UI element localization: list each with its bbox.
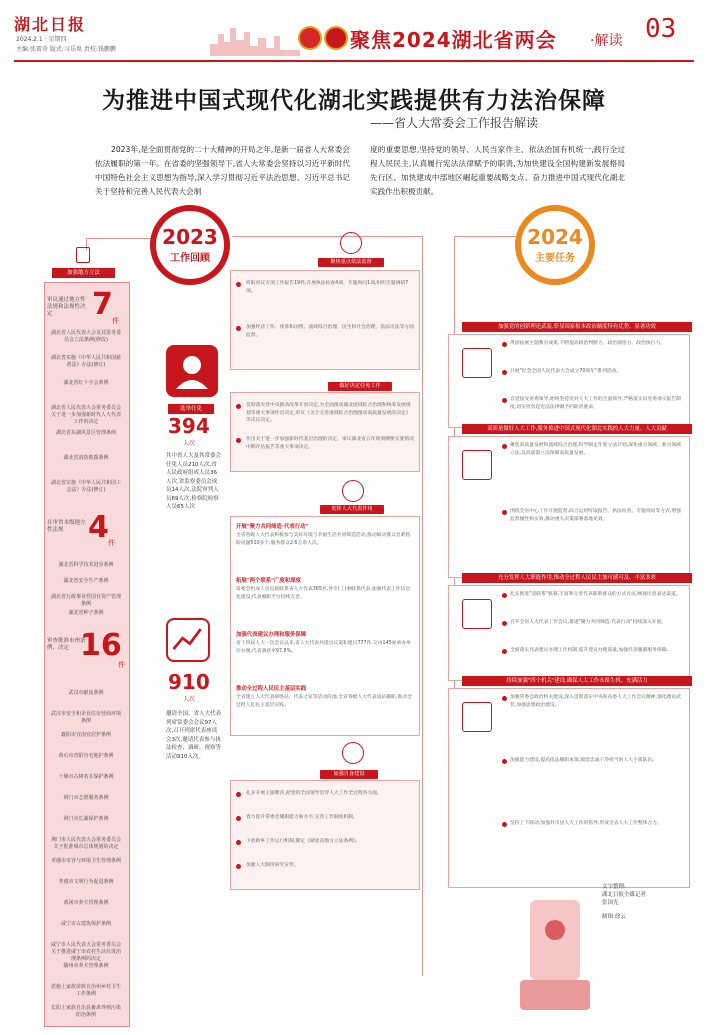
bullet-dot <box>502 759 507 764</box>
badge-year: 2023 <box>162 225 218 249</box>
panel-item: 贯彻落实党中央推动改革开放决定,为全面推动湖北流域综合治理和统筹发展规划等重大事项作出决定,审议《关于完善流域综合治理推动高质量发展的决定》等决议决定。 <box>246 403 411 423</box>
list-item: 咸宁市人民代表大会常务委员会关于推进咸宁市农村生活垃圾治理条例的决定 <box>50 942 121 962</box>
sub-heading: 加强代表建议办理和服务保障 <box>236 632 307 638</box>
bullet-dot <box>236 438 241 443</box>
stat-unit: 人次 <box>183 440 196 447</box>
connector-line <box>422 236 423 976</box>
section-banner <box>210 14 640 60</box>
page-number: 03 <box>645 14 677 44</box>
sub-text: 全省建立人大代表联络站、代表之家等活动阵地,全省各级人大代表进站履职,推动全过程人民民主基层实践。 <box>236 695 412 708</box>
bullet-dot <box>236 816 241 821</box>
list-item: 湖北省行政事业性国有资产管理条例 <box>50 594 121 607</box>
newspaper-logo: 湖北日报 <box>14 15 87 34</box>
bullet-dot <box>502 510 507 515</box>
stat-tag-appointments: 选举任免 <box>168 404 214 414</box>
document-icon <box>462 348 492 378</box>
task-item: 自觉接受省委领导,始终坚持党对人大工作的全面领导,严格落实向党委请示报告制度,切实担负起宪法法律赋予的职责使命。 <box>510 397 681 410</box>
bullet-dot <box>502 370 507 375</box>
bullet-dot <box>236 326 241 331</box>
list-item: 湖北省人民代表大会常务委员会关于进一步加强新时代人大代表工作的决定 <box>50 405 121 425</box>
bullet-dot <box>502 342 507 347</box>
list-item: 恩施土家族苗族自治州乡村卫生工作条例 <box>50 984 121 997</box>
list-item: 荆门市长湖保护条例 <box>63 816 109 822</box>
stat-delegates: 910 <box>168 670 210 694</box>
bullet-dot <box>236 792 241 797</box>
count-unit: 件 <box>112 317 119 325</box>
stat-unit: 人次 <box>183 696 196 703</box>
badge-caption: 工作回顾 <box>170 253 210 264</box>
skyline-icon <box>210 20 300 56</box>
credits <box>602 883 646 921</box>
bullet-dot <box>502 822 507 827</box>
personnel-icon <box>166 345 218 397</box>
subheadline: ——省人大常委会工作报告解读 <box>369 116 538 130</box>
search-icon <box>340 232 362 254</box>
bullet-dot <box>502 398 507 403</box>
badge-caption: 主要任务 <box>535 253 575 264</box>
badge-icon <box>342 742 364 764</box>
panel-item: 作出关于进一步加强新时代基层治理的决定、审议湖北省五年规划纲要实施情况中期评估报告等重大事项决定。 <box>246 437 414 450</box>
intro-paragraph-right: 度的重要思想,坚持党的领导、人民当家作主、依法治国有机统一,践行全过程人民民主,认真履行宪法法律赋予的职责,为加快建设全国构建新发展格局先行区、加快建成中部地区崛起重要战略支点、奋力推进中国式现代化湖北实践作出积极贡献。 <box>370 145 625 196</box>
headline: 为推进中国式现代化湖北实践提供有力法治保障 <box>102 88 606 114</box>
connector-line <box>454 236 516 237</box>
panel-item: 着力提升常委会履职能力和水平,完善工作制度机制。 <box>246 815 358 820</box>
badge-2024-tasks <box>515 205 595 285</box>
section-tag-decisions: 做好决定任免工作 <box>328 382 392 391</box>
list-item: 荆门市人民代表大会常务委员会关于批准城市总体规划的决定 <box>50 837 121 850</box>
sub-text: 全省各级人大代表积极参与美好环境与幸福生活共同缔造活动,推动解决群众急难愁盼问题510多个,服务群众2.6万余人次。 <box>236 533 411 546</box>
national-emblem-icon <box>298 26 322 50</box>
list-item: 湖北省红十字会条例 <box>63 380 109 386</box>
list-item: 黄石市青阳宫宅地护条例 <box>58 753 114 759</box>
list-item: 黄冈市养犬管理条例 <box>63 900 109 906</box>
task-item: 聚焦高质量发展和流域综合治理,科学制定年度立法计划,深化重点领域、新兴领域立法,以高质量立法保障高质量发展。 <box>510 443 681 456</box>
sub-heading: 开展"聚力共同缔造·代表行动" <box>236 524 309 530</box>
credit-line: 制图:徐云 <box>602 914 626 920</box>
list-item: 咸宁市古建筑保护条例 <box>60 921 111 927</box>
list-item: 孝感市市容与环境卫生管理条例 <box>50 858 121 864</box>
list-item: 十堰市古树名木保护条例 <box>58 774 114 780</box>
bullet-dot <box>502 593 507 598</box>
count-label-pending: 在审省本级地方性法规 <box>47 520 86 533</box>
people-icon <box>462 599 492 629</box>
document-icon <box>76 247 90 263</box>
masthead <box>0 0 708 72</box>
count-label-passed: 审议通过地方性法规和法规性决定 <box>47 297 86 317</box>
list-heading: 加强地方立法 <box>52 268 115 278</box>
bullet-dot <box>502 696 507 701</box>
panel-item: 听取审议专项工作报告19件,开展执法检查4项、专题询问1项,组织专题调研7项。 <box>246 281 409 294</box>
bullet-dot <box>236 864 241 869</box>
task-item: 召开全省人大代表工作会议,推进"聚力共同缔造·代表行动"持续深入开展。 <box>510 620 667 625</box>
list-item: 随州市养犬管理条例 <box>63 963 109 969</box>
bullet-dot <box>236 840 241 845</box>
section-tag-supervision: 聚焦重点依法监督 <box>318 258 384 267</box>
task-tag: 持续加强"四个机关"建设,确保人大工作永葆生机、充满活力 <box>462 676 692 686</box>
credit-line: 文字整理: <box>602 884 626 890</box>
task-item: 围绕全省中心工作开展监督,综合运用听取报告、执法检查、专题询问等方式,增强监督刚性和实效,推动重大决策部署落地见效。 <box>510 509 681 522</box>
panel-item: 加强经济工作、预算和国资、流域综合治理、民生和社会治理、依法司法等方面监督。 <box>246 325 414 338</box>
mountain-icon <box>462 450 492 480</box>
badge-2023-review <box>150 205 230 285</box>
chart-icon <box>166 618 210 662</box>
panel-item: 加强人大制度研究宣传。 <box>246 863 299 868</box>
count-label-approved: 审查批准市州条例、决定 <box>47 638 86 651</box>
editor-credits: 主编:张雷奇 版式:习乐岚 责校:钱鹏鹏 <box>16 46 116 53</box>
building-icon <box>462 702 492 732</box>
list-item: 湖北省消防救援条例 <box>63 455 109 461</box>
sub-heading: 拓展"两个联系"广度和深度 <box>236 578 301 584</box>
count-pending: 4 <box>88 510 109 545</box>
list-item: 襄阳市宜南宜居护条例 <box>60 732 111 738</box>
bullet-dot <box>502 649 507 654</box>
sub-text: 省十四届人大一次会议以来,省人大代表共提出议案和建议777件,交由145家承办单位办理,代表满意率97.8%。 <box>236 641 411 654</box>
list-item: 武汉市献血条例 <box>68 690 104 696</box>
task-tag: 高质量做好人大工作,服务推进中国式现代化湖北实践的人大力量、人大贡献 <box>462 424 692 434</box>
banner-subtitle: ·解读 <box>590 33 623 49</box>
banner-title: 聚焦2024湖北省两会 <box>350 28 557 52</box>
panel-item: 扎实开展主题教育,把党的全面领导贯穿人大工作全过程各方面。 <box>246 791 382 796</box>
count-passed: 7 <box>92 287 113 322</box>
list-item: 武汉市安全和企业住房营商环境条例 <box>50 711 121 724</box>
list-item: 湖北省人民代表大会及其常务委员会立法条例(修改) <box>50 330 121 343</box>
list-item: 湖北省种子条例 <box>68 610 104 616</box>
task-item: 坚持上下联动,加强对市县人大工作的指导,形成全省人大工作整体合力。 <box>510 821 662 826</box>
credit-line: 湖北日报全媒记者 <box>602 892 647 898</box>
count-approved: 16 <box>80 628 122 663</box>
illustration-image <box>510 880 600 1020</box>
issue-date: 2024.2.1 · 星期四 <box>16 36 67 43</box>
task-item: 全面落实代表建议办理工作机制,提升建议办理质量,加强代表履职服务保障。 <box>510 648 672 653</box>
task-tag: 加强党的创新理论武装,彰显国家根本政治制度特有优势、显著功效 <box>462 322 692 332</box>
group-icon <box>342 480 364 502</box>
list-item: 湖北省东湖风景区管理条例 <box>55 430 116 436</box>
stat-delegates-desc: 邀请全国、省人大代表列席常委会会议97人次,召开列席代表座谈会3次,邀请代表参与执法检查、调研、视察等活动910人次。 <box>166 711 222 760</box>
task-item: 巩固拓展主题教育成果,不断提高政治判断力、政治领悟力、政治执行力。 <box>510 341 666 346</box>
list-item: 湖北省实施《中华人民共和国慈善法》办法(修订) <box>50 355 121 368</box>
connector-line <box>232 236 422 237</box>
task-item: 开展"纪念全国人民代表大会成立70周年"系列活动。 <box>510 369 622 374</box>
list-item: 湖北省安全生产条例 <box>63 578 109 584</box>
count-unit: 件 <box>108 539 115 547</box>
list-item: 湖北省实施《中华人民共和国工会法》办法(修订) <box>50 480 121 493</box>
list-item: 荆门市志愿服务条例 <box>63 795 109 801</box>
list-item: 湖北省科学技术进步条例 <box>58 562 114 568</box>
bullet-dot <box>236 404 241 409</box>
bullet-dot <box>502 621 507 626</box>
task-item: 扎实推进"双联系"机制,丰富和完善代表联系群众的方式方法,畅通民意表达渠道。 <box>510 592 681 597</box>
sub-text: 常委会组成人员直接联系省人大代表365名,各专(工)委联系代表,加强代表工作信息化建设,代表履职平台持续完善。 <box>236 587 411 600</box>
badge-year: 2024 <box>527 225 583 249</box>
stat-appointments: 394 <box>168 414 210 438</box>
task-item: 加强常委会政治机关建设,深入贯彻落实中央和省委人大工作会议精神,强化理论武装,加强思想政治建设。 <box>510 695 681 708</box>
task-item: 加强能力建设,提高依法履职本领,锻造忠诚干净担当的人大干部队伍。 <box>510 758 657 763</box>
task-tag: 充分发挥人大职能作用,推动全过程人民民主加可感可及、丰富多彩 <box>462 573 692 583</box>
bullet-dot <box>236 282 241 287</box>
party-emblem-icon <box>324 26 348 50</box>
section-tag-self-building: 加强自身建设 <box>320 770 378 779</box>
sub-heading: 推动全过程人民民主基层实践 <box>236 686 307 692</box>
panel-item: 下放街乡工作运行机制,制定《湖北省地方立法条例》。 <box>246 839 361 844</box>
credit-line: 张国光 <box>602 900 619 906</box>
list-item: 长阳土家族自治县畜禽养殖污染防治条例 <box>50 1005 121 1018</box>
count-unit: 件 <box>118 661 125 669</box>
header-divider <box>14 60 694 62</box>
section-tag-delegates: 发挥人大代表作用 <box>320 505 384 514</box>
bullet-dot <box>502 444 507 449</box>
stat-appointments-desc: 其中省人大及其常委会任免人员210人次,省人民政府组成人员36人次,省监察委员会成员14人次,法院审判人员69人次,检察院检察人员65人次 <box>166 453 222 510</box>
intro-paragraph-left: 2023年,是全面贯彻党的二十大精神的开局之年,是新一届省人大常委会依法履职的第一年。在省委的坚强领导下,省人大常委会坚持以习近平新时代中国特色社会主义思想为指导,深入学习贯彻习近平法治思想、习近平总书记关于坚持和完善人民代表大会制 <box>95 145 350 196</box>
list-item: 孝感市文明行为促进条例 <box>58 879 114 885</box>
